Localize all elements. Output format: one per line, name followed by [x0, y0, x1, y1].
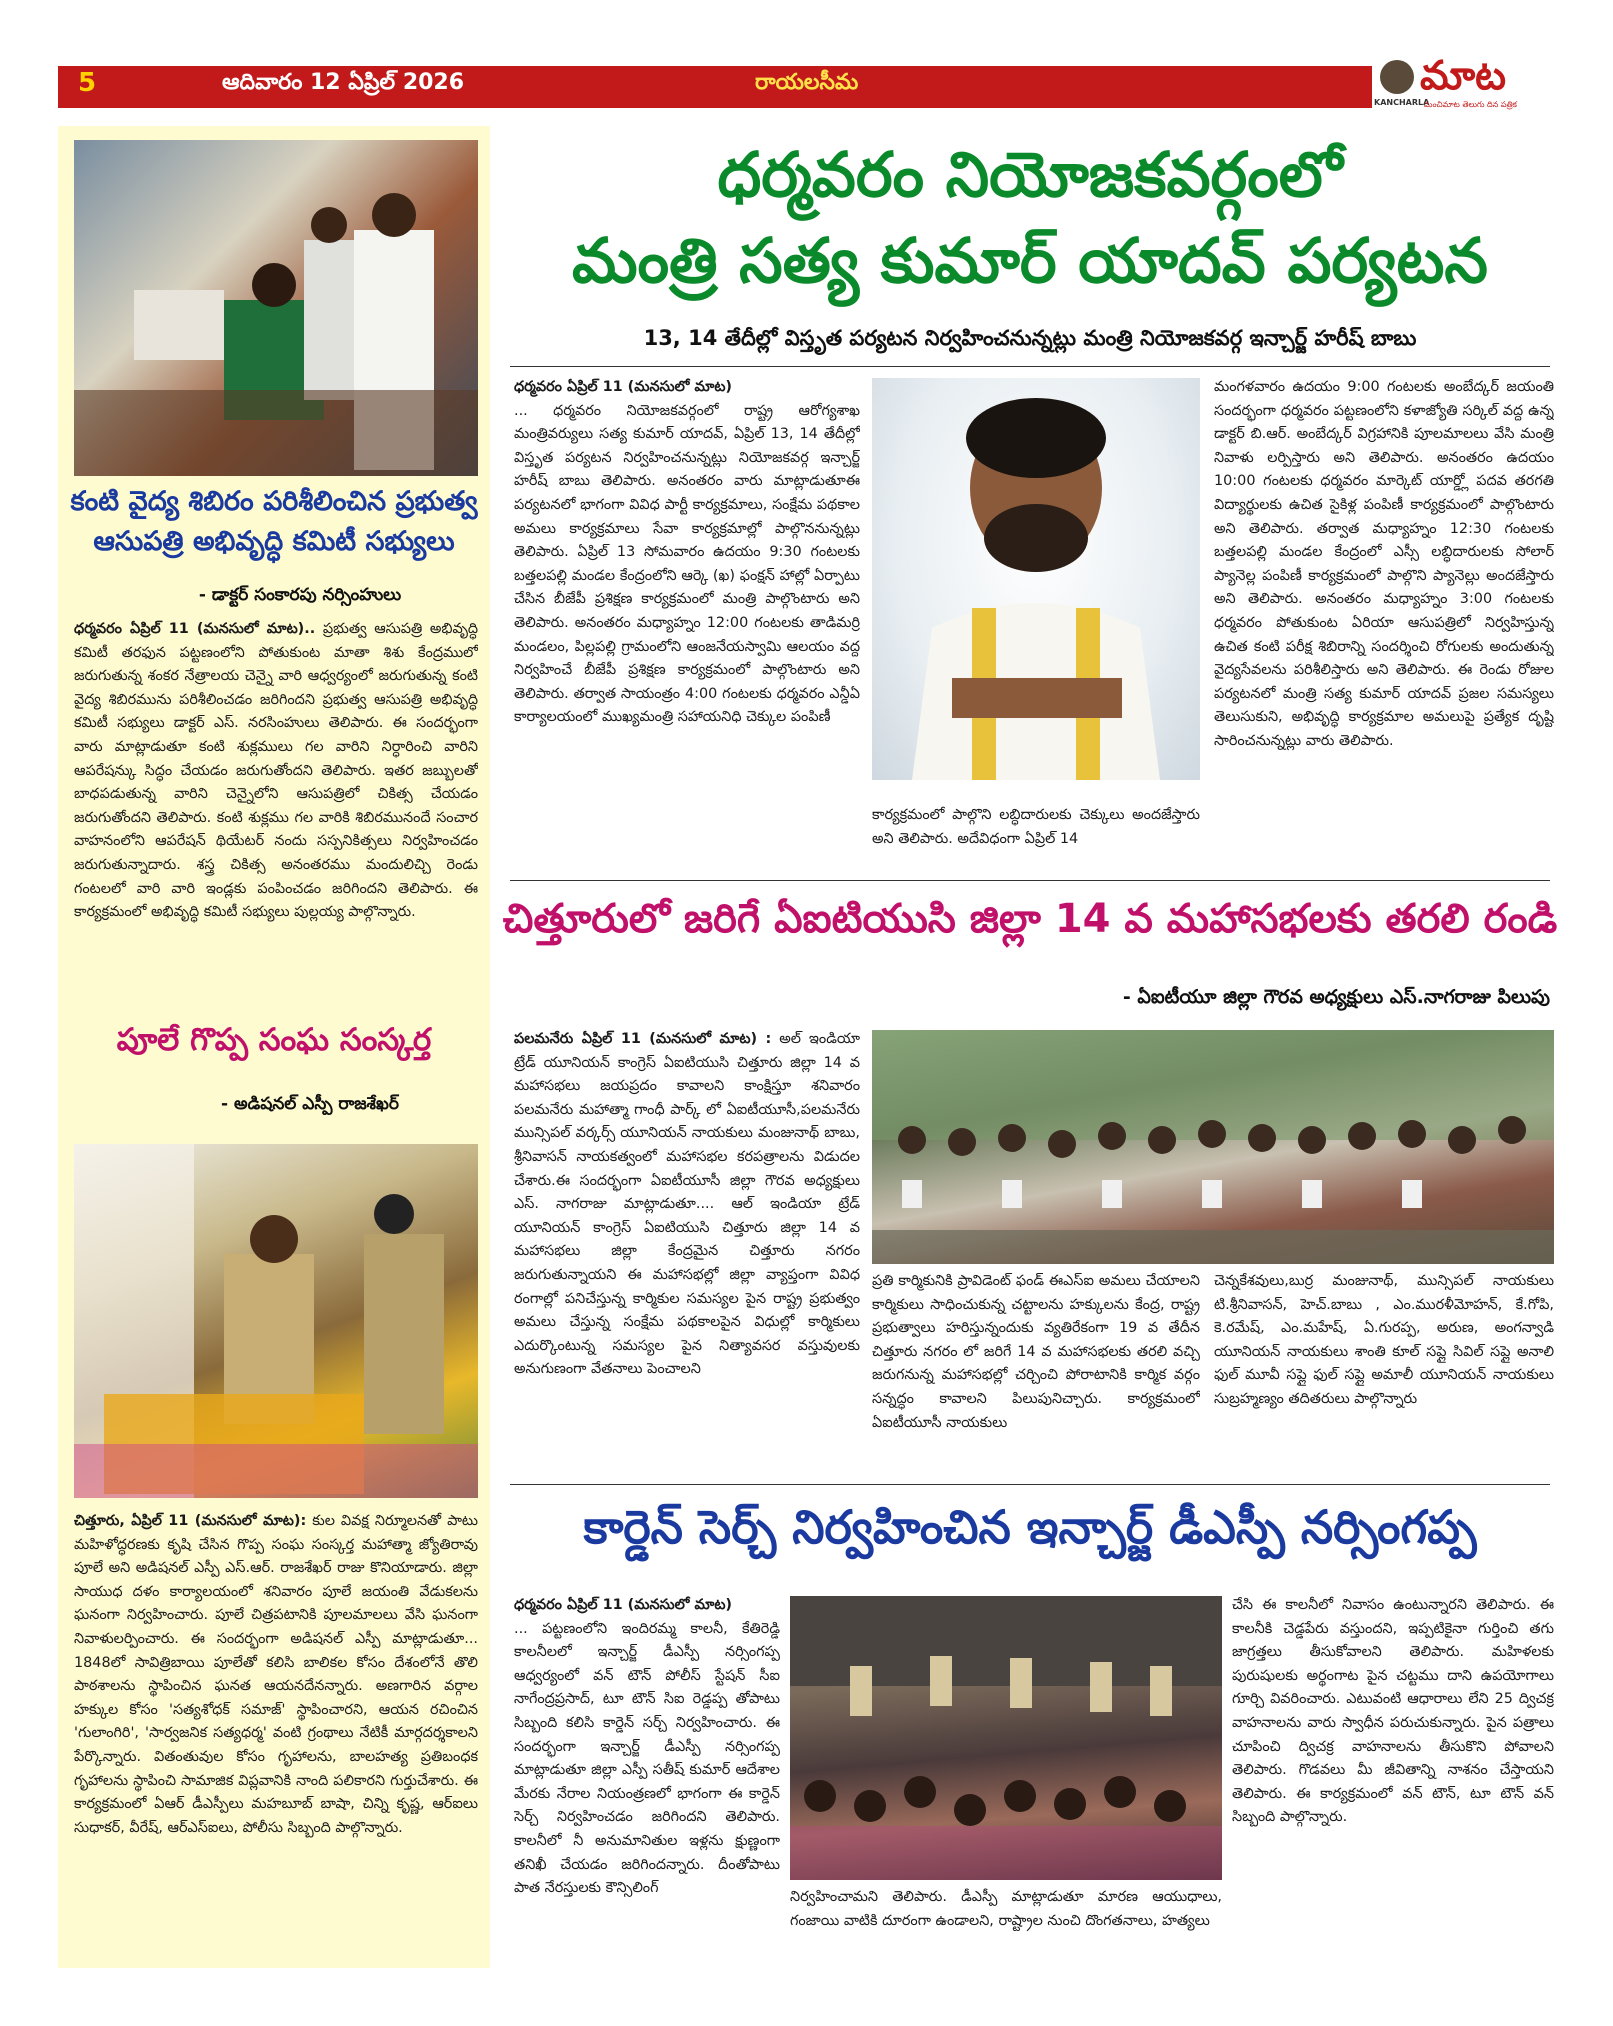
logo-small-text: KANCHARLA: [1374, 98, 1430, 107]
cordon-col-2-below: [790, 1886, 1222, 1966]
cordon-search-photo-art: [790, 1596, 1222, 1880]
lead-dateline: ధర్మవరం ఏప్రిల్ 11 (మనసులో మాట): [514, 379, 733, 395]
phule-text: కుల వివక్ష నిర్మూలనతో పాటు మహిళోద్ధరణకు కృషి చేసిన గొప్ప సంఘ సంస్కర్త మహాత్మా జ్యోతిరావు పూలే అని అడిషనల్ ఎస్పీ ఎస్.ఆర్. రాజశేఖర్ రాజు కొనియాడారు. జిల్లా సాయుధ దళం కార్యాలయంలో శనివారం పూలే జయంతి వేడుకలను ఘనంగా నిర్వహించారు. పూలే చిత్రపటానికి పూలమాలలు వేసి ఘనంగా నివాళులర్పించారు. ఈ సందర్భంగా అడిషనల్ ఎస్పీ మాట్లాడుతూ... 1848లో సావిత్రిబాయి పూలేతో కలిసి బాలికల కోసం దేశంలోనే తొలి పాఠశాలను స్థాపించిన ఘనత ఆయనదేనన్నారు. అణగారిన వర్గాల హక్కుల కోసం 'సత్యశోధక్ సమాజ్' స్థాపించారని, ఆయన రచించిన 'గులాంగిరి', 'సార్వజనిక సత్యధర్మ' వంటి గ్రంథాలు నేటికీ మార్గదర్శకాలని పేర్కొన్నారు. వితంతువుల కోసం గృహాలను, బాలహత్య ప్రతిబంధక గృహాలను స్థాపించి సామాజిక విప్లవానికి నాంది పలికారని గుర్తుచేశారు. ఈ కార్యక్రమంలో ఏఆర్ డీఎస్పీలు మహబూబ్ బాషా, చిన్ని కృష్ణ, ఆర్ఐలు సుధాకర్, వీరేష్, ఆర్ఎస్ఐలు, పోలీసు సిబ్బంది పాల్గొన్నారు.: [74, 1513, 478, 1836]
region-label: రాయలసీమ: [755, 70, 859, 95]
aituc-divider: [510, 880, 1550, 881]
cordon-col-3: [1232, 1594, 1554, 1964]
lead-subhead: 13, 14 తేదీల్లో విస్తృత పర్యటన నిర్వహించనున్నట్లు మంత్రి నియోజకవర్గ ఇన్చార్జ్ హరీష్ బాబు: [643, 326, 1417, 350]
minister-portrait-art: [872, 378, 1200, 780]
cordon-col-3-text: చేసి ఈ కాలనీలో నివాసం ఉంటున్నారని తెలిపారు. ఈ కాలనీకి చెడ్డపేరు వస్తుందని, ఇప్పటికైనా గుర్తించి తగు జాగ్రత్తలు తీసుకోవాలని తెలిపారు. మహిళలకు పురుషులకు అర్థంగాట పైన చట్టము దాని ఉపయోగాలు గూర్చి వివరించారు. ఎటువంటి ఆధారాలు లేని 25 ద్విచక్ర వాహనాలను వారు స్వాధీన పరుచుకున్నారు. పైన పత్రాలు చూపించి ద్విచక్ర వాహనాలను తీసుకొని పోవాలని తెలిపారు. గొడవలు మీ జీవితాన్ని నాశనం చేస్తాయని తెలిపారు. ఈ కార్యక్రమంలో వన్ టౌన్, టూ టౌన్ వన్ సిబ్బంది పాల్గొన్నారు.: [1232, 1597, 1554, 1826]
aituc-byline: - ఏఐటీయూ జిల్లా గౌరవ అధ్యక్షులు ఎస్.నాగరాజు పిలుపు: [1122, 986, 1550, 1008]
lead-col-3-text: మంగళవారం ఉదయం 9:00 గంటలకు అంబేద్కర్ జయంతి సందర్భంగా ధర్మవరం పట్టణంలోని కళాజ్యోతి సర్కిల్ వద్ద ఉన్న డాక్టర్ బి.ఆర్. అంబేద్కర్ విగ్రహానికి పూలమాలలు వేసి మంత్రి నివాళు లర్పిస్తారు అని తెలిపారు. అనంతరం ఉదయం 10:00 గంటలకు ధర్మవరం మార్కెట్ యార్డ్లో పదవ తరగతి విద్యార్థులకు ఉచిత సైకిళ్ల పంపిణీ కార్యక్రమంలో పాల్గొంటారు అని తెలిపారు. తర్వాత మధ్యాహ్నం 12:30 గంటలకు బత్తలపల్లి మండల కేంద్రంలో ఎస్సీ లబ్ధిదారులకు సోలార్ ప్యానెల్ల పంపిణీ కార్యక్రమంలో పాల్గొని ప్యానెల్లు అందజేస్తారు అని తెలిపారు. అనంతరం మధ్యాహ్నం 3:00 గంటలకు ధర్మవరం పోతుకుంట ఏరియా ఆసుపత్రిలో నిర్వహిస్తున్న ఉచిత కంటి పరీక్ష శిబిరాన్ని సందర్శించి రోగులకు అందుతున్న వైద్యసేవలను పరిశీలిస్తారు అని తెలిపారు. ఈ రెండు రోజుల పర్యటనలో మంత్రి సత్య కుమార్ యాదవ్ ప్రజల సమస్యలు తెలుసుకుని, అభివృద్ధి కార్యక్రమాల అమలుపై ప్రత్యేక దృష్టి సారించనున్నట్లు వారు తెలిపారు.: [1214, 379, 1554, 749]
aituc-col-2: [872, 1270, 1200, 1478]
aituc-col-1-text: అల్ ఇండియా ట్రేడ్ యూనియన్ కాంగ్రెస్ ఏఐటియుసి చిత్తూరు జిల్లా 14 వ మహాసభలు జయప్రదం కావాలని కాంక్షిస్తూ శనివారం పలమనేరు మహాత్మా గాంధీ పార్క్ లో ఏఐటీయూసీ,పలమనేరు మున్సిపల్ వర్కర్స్ యూనియన్ నాయకులు మంజునాథ్ బాబు, శ్రీనివాసన్ నాయకత్వంలో మహాసభల కరపత్రాలను విడుదల చేశారు.ఈ సందర్భంగా ఏఐటీయూసీ జిల్లా గౌరవ అధ్యక్షులు ఎస్. నాగరాజు మాట్లాడుతూ.... ఆల్ ఇండియా ట్రేడ్ యూనియన్ కాంగ్రెస్ ఏఐటియుసి చిత్తూరు జిల్లా 14 వ మహాసభలు జిల్లా కేంద్రమైన చిత్తూరు నగరం జరుగుతున్నాయని ఈ మహాసభల్లో జిల్లా వ్యాప్తంగా వివిధ రంగాల్లో పనిచేస్తున్న కార్మికుల సమస్యల పైన రాష్ట్ర ప్రభుత్వం అమలు చేస్తున్న సంక్షేమ పథకాలపైన విధుల్లో కార్మికులు ఎదుర్కొంటున్న సమస్యల పైన నిత్యావసర వస్తువులకు అనుగుణంగా వేతనాలు పెంచాలని: [514, 1031, 860, 1378]
cordon-dateline: ధర్మవరం ఏప్రిల్ 11 (మనసులో మాట): [514, 1597, 733, 1613]
eye-camp-photo-art: [74, 140, 478, 476]
lead-col-2-text: కార్యక్రమంలో పాల్గొని లబ్ధిదారులకు చెక్కులు అందజేస్తారు అని తెలిపారు. అదేవిధంగా ఏప్రిల్ 14: [872, 807, 1200, 847]
lead-col-1-text: ... ధర్మవరం నియోజకవర్గంలో రాష్ట్ర ఆరోగ్యశాఖ మంత్రివర్యులు సత్య కుమార్ యాదవ్, ఏప్రిల్ 13, 14 తేదీల్లో విస్తృత పర్యటన నిర్వహించనున్నట్లు నియోజకవర్గ ఇన్చార్జ్ హరీష్ బాబు తెలిపారు. అనంతరం వారు మాట్లాడుతూఈ పర్యటనలో భాగంగా వివిధ పార్టీ కార్యక్రమాలు, సంక్షేమ పథకాల అమలు కార్యక్రమాలు సేవా కార్యక్రమాల్లో పాల్గొననున్నట్లు తెలిపారు. ఏప్రిల్ 13 సోమవారం ఉదయం 9:30 గంటలకు బత్తలపల్లి మండల కేంద్రంలోని ఆర్కె (ఖ) ఫంక్షన్ హాల్లో ఏర్పాటు చేసిన బీజేపీ ప్రశిక్షణ కార్యక్రమంలో మంత్రి పాల్గొంటారు అని తెలిపారు. అనంతరం మధ్యాహ్నం 12:00 గంటలకు తాడిమర్రి మండలం, పిల్లపల్లి గ్రామంలోని ఆంజనేయస్వామి ఆలయం వద్ద నిర్వహించే బీజేపీ ప్రశిక్షణ కార్యక్రమంలో పాల్గొంటారు అని తెలిపారు. తర్వాత సాయంత్రం 4:00 గంటలకు ధర్మవరం ఎన్డీఏ కార్యాలయంలో ముఖ్యమంత్రి సహాయనిధి చెక్కుల పంపిణీ: [514, 402, 860, 726]
cordon-col-1: [514, 1594, 780, 1964]
phule-byline: - అడిషనల్ ఎస్పీ రాజశేఖర్: [221, 1094, 399, 1114]
cordon-search-photo: [790, 1596, 1222, 1880]
phule-headline: పూలే గొప్ప సంఘ సంస్కర్త: [116, 1022, 432, 1058]
eye-camp-dateline: ధర్మవరం ఏప్రిల్ 11 (మనసులో మాట)..: [74, 621, 316, 637]
eye-camp-body: [74, 618, 478, 1004]
founder-portrait-icon: [1380, 60, 1414, 94]
aituc-group-photo: [872, 1030, 1554, 1264]
eye-camp-byline: - డాక్టర్ సంకారపు నర్సింహులు: [198, 585, 402, 605]
lead-headline-1: ధర్మవరం నియోజకవర్గంలో: [717, 138, 1343, 211]
aituc-dateline: పలమనేరు ఏప్రిల్ 11 (మనసులో మాట) :: [514, 1031, 772, 1047]
cordon-divider: [510, 1484, 1550, 1485]
lead-divider: [510, 366, 1550, 367]
aituc-col-2-text: ప్రతి కార్మికునికి ప్రావిడెంట్ ఫండ్ ఈఎస్ఐ అమలు చేయాలని కార్మికులు సాధించుకున్న చట్టాలను హక్కులను కేంద్ర, రాష్ట్ర ప్రభుత్వాలు హరిస్తున్నందుకు వ్యతిరేకంగా 19 వ తేదీన చిత్తూరు నగరం లో జరిగే 14 వ మహాసభలకు తరలి వచ్చి జరుగనున్న మహాసభల్లో చర్చించి పోరాటానికి కార్మిక వర్గం సన్నద్ధం కావాలని పిలుపునిచ్చారు. కార్యక్రమంలో ఏఐటీయూసీ నాయకులు: [872, 1273, 1200, 1431]
cordon-col-2-text: నిర్వహించామని తెలిపారు. డీఎస్పీ మాట్లాడుతూ మారణ ఆయుధాలు, గంజాయి వాటికి దూరంగా ఉండాలని, రాష్ట్రాల నుంచి దొంగతనాలు, హత్యలు: [790, 1889, 1222, 1929]
eye-camp-photo: [74, 140, 478, 476]
eye-camp-headline-2: ఆసుపత్రి అభివృద్ధి కమిటీ సభ్యులు: [93, 526, 455, 557]
logo-text: మాట: [1420, 52, 1507, 99]
lead-col-1: [514, 376, 860, 872]
aituc-col-1: [514, 1028, 860, 1478]
phule-tribute-photo-art: [74, 1144, 478, 1498]
minister-portrait-photo: [872, 378, 1200, 780]
aituc-group-photo-art: [872, 1030, 1554, 1264]
aituc-headline: చిత్తూరులో జరిగే ఏఐటియుసి జిల్లా 14 వ మహాసభలకు తరలి రండి: [502, 896, 1558, 942]
phule-dateline: చిత్తూరు, ఏప్రిల్ 11 (మనసులో మాట):: [74, 1513, 307, 1529]
cordon-headline: కార్డెన్ సెర్చ్ నిర్వహించిన ఇన్చార్జ్ డీఎస్పీ నర్సింగప్ప: [583, 1500, 1477, 1554]
issue-date: ఆదివారం 12 ఏప్రిల్ 2026: [222, 70, 465, 95]
aituc-col-3-text: చెన్నకేశవులు,బుర్ర మంజునాథ్, మున్సిపల్ నాయకులు టి.శ్రీనివాసన్, హెచ్.బాబు , ఎం.మురళీమోహన్, కే.గోపి, కె.రమేష్, ఎం.మహేష్, ఏ.గురప్ప, అరుణ, అంగన్వాడి యూనియన్ నాయకులు శాంతి కూల్ సప్లై సివిల్ సప్లై అనాలి ఫుల్ మూవీ సప్లై ఫుల్ సప్లై అమాలీ యూనియన్ నాయకులు సుబ్రహ్మణ్యం తదితరులు పాల్గొన్నారు: [1214, 1273, 1554, 1407]
lead-col-3: [1214, 376, 1554, 872]
lead-col-2-below: [872, 804, 1200, 860]
logo-tagline: మంచిమాట తెలుగు దిన పత్రిక: [1424, 100, 1517, 109]
phule-body: [74, 1510, 478, 1958]
cordon-col-1-text: ... పట్టణంలోని ఇందిరమ్మ కాలనీ, కేతిరెడ్డి కాలనీలలో ఇన్చార్జ్ డీఎస్పీ నర్సింగప్ప ఆధ్వర్యంలో వన్ టౌన్ పోలీస్ స్టేషన్ సీఐ నాగేంద్రప్రసాద్, టూ టౌన్ సిఐ రెడ్డప్ప తోపాటు సిబ్బంది కలిసి కార్డెన్ సర్చ్ నిర్వహించారు. ఈ సందర్భంగా ఇన్చార్జ్ డీఎస్పీ నర్సింగప్ప మాట్లాడుతూ జిల్లా ఎస్పీ సతీష్ కుమార్ ఆదేశాల మేరకు నేరాల నియంత్రణలో భాగంగా ఈ కార్డెన్ సెర్చ్ నిర్వహించడం జరిగిందని తెలిపారు. కాలనీలో నీ అనుమానితుల ఇళ్లను క్షుణ్ణంగా తనిఖీ చేయడం జరిగిందన్నారు. దీంతోపాటు పాత నేరస్తులకు కౌన్సిలింగ్: [514, 1620, 780, 1897]
phule-tribute-photo: [74, 1144, 478, 1498]
aituc-col-3: [1214, 1270, 1554, 1478]
lead-headline-2: మంత్రి సత్య కుమార్ యాదవ్ పర్యటన: [572, 224, 1488, 297]
eye-camp-text: ప్రభుత్వ ఆసుపత్రి అభివృద్ధి కమిటీ తరఫున పట్టణంలోని పోతుకుంట మాతా శిశు కేంద్రములో జరుగుతున్న శంకర నేత్రాలయ చెన్నై వారి ఆధ్వర్యంలో జరుగుతున్న కంటి వైద్య శిబిరమును పరిశీలించడం జరిగిందని ప్రభుత్వ ఆసుపత్రి అభివృద్ధి కమిటీ సభ్యులు డాక్టర్ ఎస్. నరసింహులు తెలిపారు. ఈ సందర్భంగా వారు మాట్లాడుతూ కంటి శుక్లములు గల వారిని నిర్ధారించి వారిని ఆపరేషన్కు సిద్ధం చేయడం జరుగుతోందని తెలిపారు. ఇతర జబ్బులతో బాధపడుతున్న వారిని చెన్నైలోని ఆసుపత్రిలో చికిత్స చేయడం జరుగుతోందని తెలిపారు. కంటి శుక్లము గల వారికి శిబిరమునందే సంచార వాహనంలోని ఆపరేషన్ థియేటర్ నందు సస్పనికిత్సలు నిర్వహించడం జరుగుతున్నాదారు. శస్త్ర చికిత్స అనంతరము మందులిచ్చి రెండు గంటలలో వారి వారి ఇండ్లకు పంపించడం జరిగిందని తెలిపారు. ఈ కార్యక్రమంలో అభివృద్ధి కమిటీ సభ్యులు పుల్లయ్య పాల్గొన్నారు.: [74, 621, 478, 921]
eye-camp-headline-1: కంటి వైద్య శిబిరం పరిశీలించిన ప్రభుత్వ: [70, 486, 478, 517]
page-number: 5: [78, 68, 97, 98]
